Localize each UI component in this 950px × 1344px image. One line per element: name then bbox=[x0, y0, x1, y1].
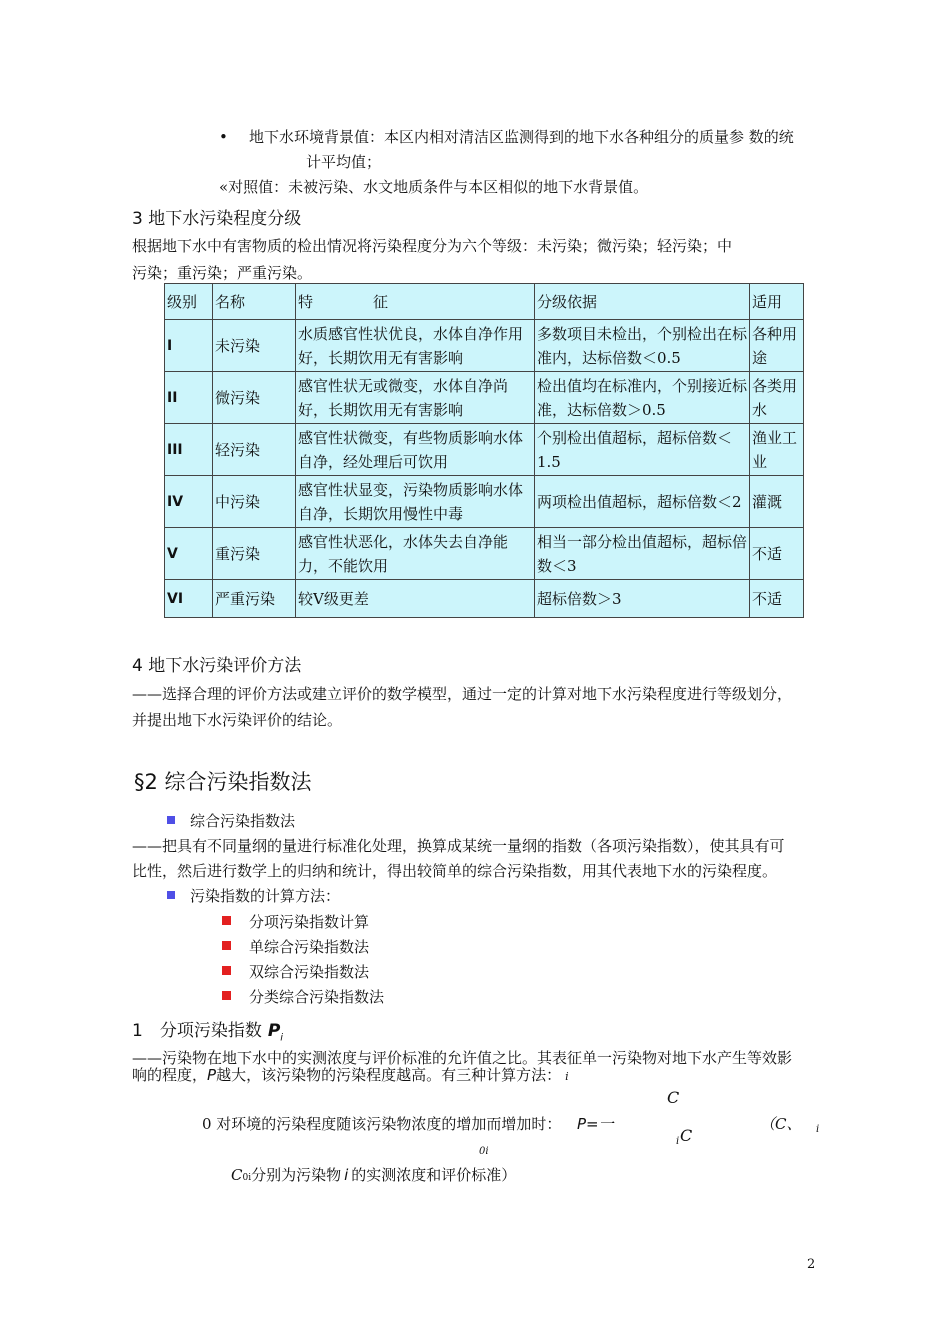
formula-denominator: C bbox=[680, 1126, 693, 1145]
row-level: IV bbox=[165, 476, 213, 528]
header-basis: 分级依据 bbox=[535, 284, 750, 320]
method-item: 分类综合污染指数法 bbox=[249, 988, 385, 1006]
row-name: 严重污染 bbox=[213, 580, 296, 618]
section4-para-line2: 并提出地下水污染评价的结论。 bbox=[132, 711, 343, 729]
row-feature: 感官性状无或微变，水体自净尚好，长期饮用无有害影响 bbox=[296, 372, 535, 424]
sub1-para-a: 响的程度， bbox=[132, 1066, 208, 1084]
row-name: 未污染 bbox=[213, 320, 296, 372]
legend-text-b: 的实测浓度和评价标准） bbox=[351, 1166, 517, 1184]
row-name: 轻污染 bbox=[213, 424, 296, 476]
row-basis: 两项检出值超标，超标倍数＜2 bbox=[535, 476, 750, 528]
sub1-heading-sub: i bbox=[280, 1032, 284, 1044]
row-feature: 感官性状微变，有些物质影响水体自净，经处理后可饮用 bbox=[296, 424, 535, 476]
formula-description: 0 对环境的污染程度随该污染物浓度的增加而增加时： bbox=[202, 1115, 562, 1133]
chapter2-item1: 综合污染指数法 bbox=[190, 812, 296, 830]
legend-i: i bbox=[344, 1166, 349, 1184]
header-feature: 特 征 bbox=[296, 284, 535, 320]
header-name: 名称 bbox=[213, 284, 296, 320]
row-level: II bbox=[165, 372, 213, 424]
chapter2-item2: 污染指数的计算方法： bbox=[190, 887, 341, 905]
sub1-para-p: P bbox=[207, 1066, 217, 1084]
method-item: 双综合污染指数法 bbox=[249, 963, 370, 981]
page-number: 2 bbox=[807, 1257, 816, 1272]
sub1-para-line1: ——污染物在地下水中的实测浓度与评价标准的允许值之比。其表征单一污染物对地下水产生等效影 bbox=[132, 1049, 793, 1067]
row-use: 渔业工业 bbox=[750, 424, 804, 476]
row-level: VI bbox=[165, 580, 213, 618]
row-use: 各类用水 bbox=[750, 372, 804, 424]
sub1-heading-text: 1 分项污染指数 bbox=[132, 1021, 262, 1041]
row-level: III bbox=[165, 424, 213, 476]
table-row bbox=[165, 424, 804, 476]
sub1-para-line2 bbox=[132, 1063, 569, 1089]
row-feature: 水质感官性状优良，水体自净作用好，长期饮用无有害影响 bbox=[296, 320, 535, 372]
legend-c: C bbox=[231, 1166, 243, 1184]
background-value-text: 地下水环境背景值：本区内相对清洁区监测得到的地下水各种组分的质量参 数的统 bbox=[249, 128, 794, 146]
section4-para-line1: ——选择合理的评价方法或建立评价的数学模型，通过一定的计算对地下水污染程度进行等级划分， bbox=[132, 685, 793, 703]
control-value-text: «对照值：未被污染、水文地质条件与本区相似的地下水背景值。 bbox=[219, 178, 649, 196]
formula-right-i: i bbox=[816, 1124, 820, 1135]
row-basis: 检出值均在标准内，个别接近标准，达标倍数＞0.5 bbox=[535, 372, 750, 424]
row-use: 不适 bbox=[750, 528, 804, 580]
chapter2-para-line1: ——把具有不同量纲的量进行标准化处理，换算成某统一量纲的指数（各项污染指数），使其具有可 bbox=[132, 837, 785, 855]
sub1-heading-symbol: P bbox=[267, 1021, 281, 1041]
section3-para-line2: 污染；重污染；严重污染。 bbox=[132, 264, 313, 282]
table-row bbox=[165, 476, 804, 528]
table-row bbox=[165, 320, 804, 372]
legend-text-a: 分别为污染物 bbox=[251, 1166, 342, 1184]
square-bullet-icon bbox=[222, 966, 231, 975]
formula-paren: （C、 bbox=[760, 1115, 802, 1133]
row-basis: 超标倍数＞3 bbox=[535, 580, 750, 618]
formula-numerator: C bbox=[667, 1088, 680, 1107]
method-item: 单综合污染指数法 bbox=[249, 938, 370, 956]
row-name: 中污染 bbox=[213, 476, 296, 528]
row-feature: 较V级更差 bbox=[296, 580, 535, 618]
table-row bbox=[165, 528, 804, 580]
row-name: 微污染 bbox=[213, 372, 296, 424]
square-bullet-icon bbox=[222, 941, 231, 950]
sub1-para-i: i bbox=[565, 1070, 569, 1083]
table-row bbox=[165, 372, 804, 424]
formula-bottom-pre: i bbox=[676, 1136, 680, 1147]
row-use: 各种用途 bbox=[750, 320, 804, 372]
square-bullet-icon bbox=[222, 991, 231, 1000]
chapter2-heading: §2 综合污染指数法 bbox=[134, 770, 312, 794]
row-level: I bbox=[165, 320, 213, 372]
background-value-text-cont: 计平均值； bbox=[306, 153, 382, 171]
section4-heading: 4 地下水污染评价方法 bbox=[132, 656, 302, 676]
formula-equation: P=一 bbox=[577, 1115, 614, 1133]
chapter2-para-line2: 比性，然后进行数学上的归纳和统计，得出较简单的综合污染指数，用其代表地下水的污染程度。 bbox=[132, 862, 778, 880]
row-use: 灌溉 bbox=[750, 476, 804, 528]
row-level: V bbox=[165, 528, 213, 580]
row-basis: 相当一部分检出值超标，超标倍数＜3 bbox=[535, 528, 750, 580]
legend-c-sub: 0i bbox=[242, 1173, 252, 1183]
row-feature: 感官性状恶化，水体失去自净能力，不能饮用 bbox=[296, 528, 535, 580]
header-level: 级别 bbox=[165, 284, 213, 320]
square-bullet-icon bbox=[167, 816, 175, 824]
square-bullet-icon bbox=[222, 916, 231, 925]
row-name: 重污染 bbox=[213, 528, 296, 580]
row-basis: 个别检出值超标，超标倍数＜1.5 bbox=[535, 424, 750, 476]
square-bullet-icon bbox=[167, 891, 175, 899]
row-basis: 多数项目未检出，个别检出在标准内，达标倍数＜0.5 bbox=[535, 320, 750, 372]
method-item: 分项污染指数计算 bbox=[249, 913, 370, 931]
formula-legend bbox=[231, 1163, 516, 1190]
row-use: 不适 bbox=[750, 580, 804, 618]
table-header-row bbox=[165, 284, 804, 320]
sub1-para-b: 越大，该污染物的污染程度越高。有三种计算方法： bbox=[216, 1066, 562, 1084]
section3-para-line1: 根据地下水中有害物质的检出情况将污染程度分为六个等级：未污染；微污染；轻污染；中 bbox=[132, 237, 733, 255]
header-use: 适用 bbox=[750, 284, 804, 320]
formula-subscript: 0i bbox=[479, 1146, 489, 1157]
row-feature: 感官性状显变，污染物质影响水体自净，长期饮用慢性中毒 bbox=[296, 476, 535, 528]
section3-heading: 3 地下水污染程度分级 bbox=[132, 209, 302, 229]
pollution-grade-table bbox=[164, 283, 804, 618]
sub1-heading bbox=[132, 1016, 283, 1043]
bullet-dot: • bbox=[219, 128, 228, 146]
table-row bbox=[165, 580, 804, 618]
